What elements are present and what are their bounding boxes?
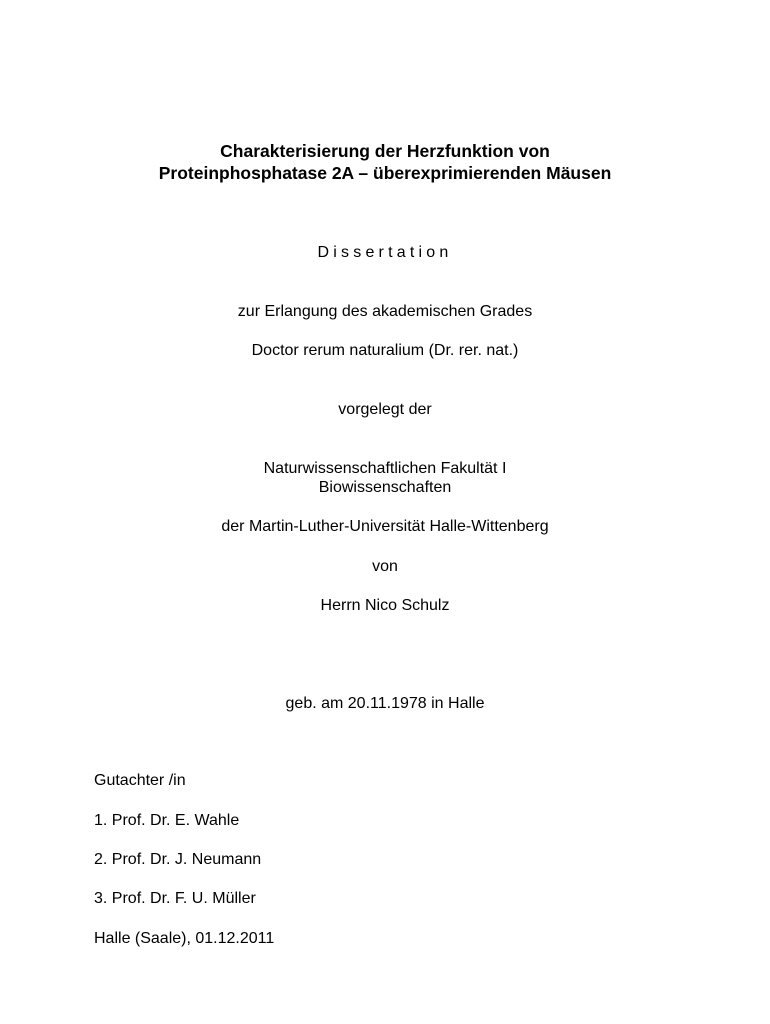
purpose-text: zur Erlangung des akademischen Grades [237,303,533,320]
university-text: der Martin-Luther-Universität Halle-Wittenberg [221,518,549,535]
by-text: von [372,558,398,575]
reviewer-item: 3. Prof. Dr. F. U. Müller [94,890,256,907]
faculty-line-1: Naturwissenschaftlichen Fakultät I [263,460,507,477]
place-date: Halle (Saale), 01.12.2011 [94,930,275,947]
title-line-2: Proteinphosphatase 2A – überexprimierenden Mäusen [158,163,612,183]
author-name: Herrn Nico Schulz [320,597,450,614]
reviewer-item: 2. Prof. Dr. J. Neumann [94,851,262,868]
document-type: Dissertation [317,244,453,261]
submitted-to-text: vorgelegt der [338,401,432,418]
reviewers-heading: Gutachter /in [94,772,186,789]
title-line-1: Charakterisierung der Herzfunktion von [220,141,550,161]
reviewer-item: 1. Prof. Dr. E. Wahle [94,812,240,829]
degree-text: Doctor rerum naturalium (Dr. rer. nat.) [251,342,519,359]
birth-info: geb. am 20.11.1978 in Halle [285,695,485,712]
faculty-line-2: Biowissenschaften [318,479,452,496]
